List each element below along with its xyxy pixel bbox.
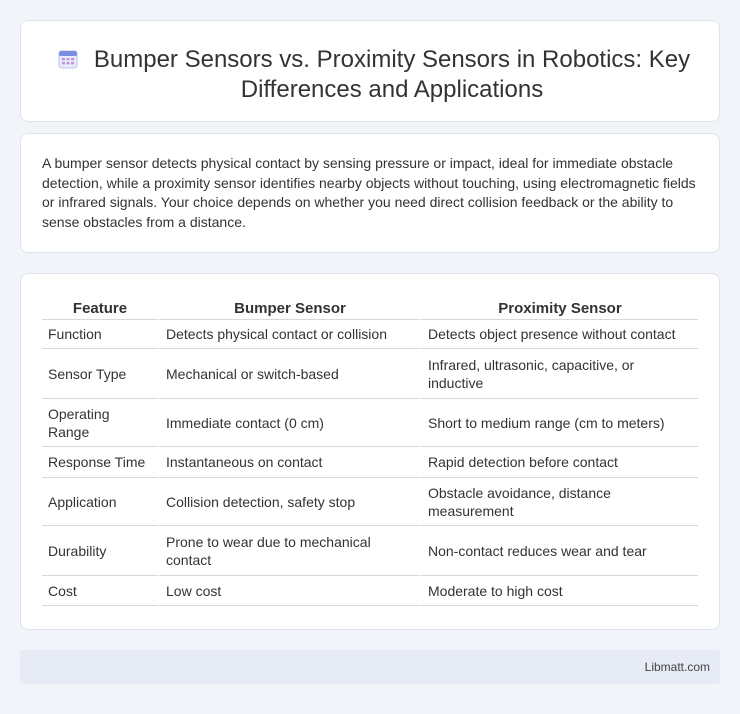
page-title: Bumper Sensors vs. Proximity Sensors in Robotics: Key Differences and Applications [93, 46, 691, 103]
row-proximity: Detects object presence without contact [420, 320, 698, 349]
table-row [42, 447, 698, 478]
comparison-card [20, 273, 720, 630]
header-feature: Feature [42, 295, 158, 320]
row-bumper: Detects physical contact or collision [158, 320, 420, 349]
table-row [42, 478, 698, 526]
row-bumper: Prone to wear due to mechanical contact [158, 526, 420, 576]
row-bumper: Low cost [158, 576, 420, 606]
table-row [42, 526, 698, 576]
table-row [42, 320, 698, 349]
header-bumper-sensor: Bumper Sensor [158, 295, 420, 320]
row-feature: Operating Range [42, 399, 158, 447]
table-row [42, 576, 698, 606]
comparison-table [42, 295, 698, 606]
row-proximity: Obstacle avoidance, distance measurement [420, 478, 698, 526]
row-feature: Durability [42, 526, 158, 576]
row-bumper: Instantaneous on contact [158, 447, 420, 478]
intro-paragraph: A bumper sensor detects physical contact by sensing pressure or impact, ideal for immediate obstacle detection, while a proximity sensor identifies nearby objects without touching, using electromagnetic fields or infrared signals. Your choice depends on whether you need direct collision feedback or the ability to sense obstacles from a distance. [42, 155, 696, 230]
row-proximity: Non-contact reduces wear and tear [420, 526, 698, 576]
row-bumper: Mechanical or switch-based [158, 349, 420, 399]
row-proximity: Rapid detection before contact [420, 447, 698, 478]
row-feature: Application [42, 478, 158, 526]
table-row [42, 349, 698, 399]
row-feature: Cost [42, 576, 158, 606]
table-header-row [42, 295, 698, 320]
row-feature: Sensor Type [42, 349, 158, 399]
row-proximity: Short to medium range (cm to meters) [420, 399, 698, 447]
header-proximity-sensor: Proximity Sensor [420, 295, 698, 320]
row-feature: Function [42, 320, 158, 349]
intro-card [20, 133, 720, 253]
title-card [20, 20, 720, 122]
row-bumper: Collision detection, safety stop [158, 478, 420, 526]
row-bumper: Immediate contact (0 cm) [158, 399, 420, 447]
row-proximity: Infrared, ultrasonic, capacitive, or inductive [420, 349, 698, 399]
table-row [42, 399, 698, 447]
row-proximity: Moderate to high cost [420, 576, 698, 606]
calendar-icon [57, 48, 79, 70]
footer-brand-link[interactable]: Libmatt.com [644, 660, 710, 674]
footer-bar [20, 650, 720, 684]
row-feature: Response Time [42, 447, 158, 478]
